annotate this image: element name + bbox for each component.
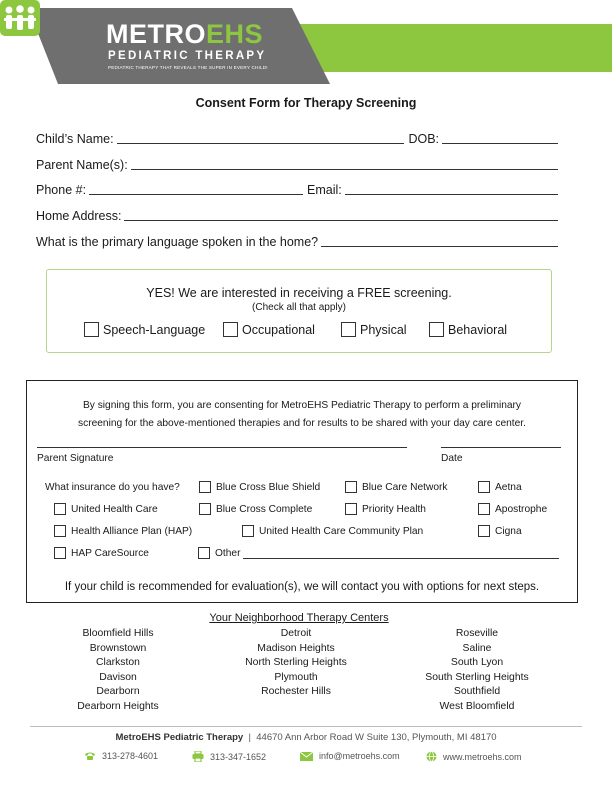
dob-label: DOB: <box>408 132 439 146</box>
insurance-hap-caresource[interactable] <box>54 547 149 559</box>
center-item: Davison <box>99 671 137 683</box>
email-field[interactable] <box>345 181 558 195</box>
consent-footer-note: If your child is recommended for evaluation(s), we will contact you with options for next steps. <box>64 581 540 593</box>
consent-text <box>27 397 577 433</box>
checkbox[interactable] <box>242 525 254 537</box>
footer-phone[interactable] <box>84 751 158 761</box>
insurance-bcn[interactable] <box>345 481 448 493</box>
option-label: Physical <box>360 322 407 337</box>
row-phone-email <box>36 179 558 197</box>
center-item: Madison Heights <box>257 642 335 654</box>
insurance-label: United Health Care <box>71 503 158 515</box>
insurance-label: Blue Cross Complete <box>216 503 313 515</box>
center-item: Brownstown <box>89 642 147 654</box>
option-label: Speech-Language <box>103 322 206 337</box>
option-behavioral[interactable] <box>429 322 507 337</box>
checkbox[interactable] <box>345 481 357 493</box>
footer-address: 44670 Ann Arbor Road W Suite 130, Plymouth, MI 48170 <box>256 732 497 743</box>
checkbox[interactable] <box>199 481 211 493</box>
brand-tagline: PEDIATRIC THERAPY THAT REVEALS THE SUPER IN EVERY CHILD! <box>108 65 268 70</box>
insurance-question: What insurance do you have? <box>45 482 180 493</box>
center-item: West Bloomfield <box>439 700 515 712</box>
other-insurance-field[interactable] <box>243 548 559 559</box>
insurance-label: Cigna <box>495 525 522 537</box>
insurance-label: Health Alliance Plan (HAP) <box>71 525 193 537</box>
date-label: Date <box>441 453 463 464</box>
center-item: North Sterling Heights <box>245 657 347 669</box>
parent-names-field[interactable] <box>131 156 558 170</box>
checkbox[interactable] <box>345 503 357 515</box>
consent-text-line-1: By signing this form, you are consenting for MetroEHS Pediatric Therapy to perform a preliminary <box>82 400 522 411</box>
screening-box <box>46 269 552 353</box>
center-item: Clarkston <box>96 657 140 669</box>
home-address-label: Home Address: <box>36 209 122 223</box>
consent-box <box>26 380 578 603</box>
brand-subtitle: PEDIATRIC THERAPY <box>108 50 267 62</box>
insurance-label: Apostrophe <box>495 503 548 515</box>
checkbox[interactable] <box>198 547 210 559</box>
insurance-aetna[interactable] <box>478 481 522 493</box>
primary-language-field[interactable] <box>321 233 558 247</box>
center-item: Dearborn Heights <box>77 700 159 712</box>
checkbox[interactable] <box>199 503 211 515</box>
insurance-label: United Health Care Community Plan <box>259 525 424 537</box>
checkbox[interactable] <box>54 525 66 537</box>
center-item: Dearborn <box>96 686 140 698</box>
option-label: Occupational <box>242 322 315 337</box>
parent-names-label: Parent Name(s): <box>36 158 128 172</box>
checkbox[interactable] <box>341 322 356 337</box>
website-text: www.metroehs.com <box>443 751 522 762</box>
insurance-bcbs[interactable] <box>199 481 320 493</box>
center-item: Detroit <box>280 628 312 639</box>
insurance-apostrophe[interactable] <box>478 503 547 515</box>
center-item: Plymouth <box>274 671 318 683</box>
header-background <box>0 0 612 84</box>
date-field[interactable] <box>441 447 561 448</box>
insurance-label: Aetna <box>495 481 522 493</box>
centers-column-3 <box>412 627 542 715</box>
email-label: Email: <box>307 183 342 197</box>
footer-company: MetroEHS Pediatric Therapy <box>115 732 244 743</box>
row-home-address <box>36 205 558 223</box>
fax-text: 313-347-1652 <box>210 751 267 762</box>
globe-icon <box>426 751 437 762</box>
header-banner <box>0 0 612 84</box>
primary-language-label: What is the primary language spoken in the home? <box>36 235 319 249</box>
child-name-label: Child’s Name: <box>36 132 114 146</box>
centers-title: Your Neighborhood Therapy Centers <box>209 612 389 624</box>
insurance-uhc[interactable] <box>54 503 158 515</box>
fax-icon <box>192 751 204 762</box>
row-parent-names <box>36 154 558 172</box>
insurance-label: HAP CareSource <box>71 547 149 559</box>
centers-column-1 <box>58 627 178 715</box>
checkbox[interactable] <box>54 547 66 559</box>
checkbox[interactable] <box>223 322 238 337</box>
brand-name: METROEHS <box>106 19 264 49</box>
screening-note: (Check all that apply) <box>252 302 346 313</box>
insurance-label: Blue Cross Blue Shield <box>216 481 321 493</box>
mail-icon <box>300 752 313 761</box>
insurance-label: Priority Health <box>362 503 426 515</box>
form-title: Consent Form for Therapy Screening <box>195 96 417 110</box>
checkbox[interactable] <box>478 481 490 493</box>
home-address-field[interactable] <box>124 207 558 221</box>
insurance-uhc-community[interactable] <box>242 525 423 537</box>
option-speech-language[interactable] <box>84 322 205 337</box>
footer-address-line <box>0 732 612 743</box>
phone-icon <box>84 751 96 761</box>
center-item: Roseville <box>455 628 499 639</box>
option-occupational[interactable] <box>223 322 315 337</box>
footer-email[interactable] <box>300 751 400 761</box>
center-item: South Sterling Heights <box>425 671 529 683</box>
dob-field[interactable] <box>442 130 558 144</box>
checkbox[interactable] <box>54 503 66 515</box>
center-item: Southfield <box>453 686 501 698</box>
option-label: Behavioral <box>448 322 508 337</box>
phone-label: Phone #: <box>36 183 87 197</box>
phone-text: 313-278-4601 <box>102 751 159 761</box>
footer-fax[interactable] <box>192 751 266 762</box>
phone-field[interactable] <box>89 181 303 195</box>
option-physical[interactable] <box>341 322 407 337</box>
screening-heading: YES! We are interested in receiving a FREE screening. <box>146 286 452 300</box>
checkbox[interactable] <box>84 322 99 337</box>
insurance-bc-complete[interactable] <box>199 503 312 515</box>
checkbox[interactable] <box>478 525 490 537</box>
checkbox[interactable] <box>429 322 444 337</box>
parent-signature-label: Parent Signature <box>37 453 114 464</box>
insurance-cigna[interactable] <box>478 525 522 537</box>
child-name-field[interactable] <box>117 130 405 144</box>
consent-text-line-2: screening for the above-mentioned therapies and for results to be shared with your day care center. <box>78 418 526 429</box>
center-item: Rochester Hills <box>261 686 331 698</box>
footer-website[interactable] <box>426 751 522 762</box>
center-item: Bloomfield Hills <box>82 628 154 639</box>
email-text: info@metroehs.com <box>319 751 400 761</box>
footer-divider <box>30 726 582 727</box>
centers-column-2 <box>226 627 366 700</box>
row-primary-language <box>36 231 558 249</box>
row-child-name <box>36 128 558 146</box>
parent-signature-field[interactable] <box>37 447 407 448</box>
family-logo-icon <box>0 0 40 36</box>
insurance-label: Blue Care Network <box>362 481 448 493</box>
insurance-other[interactable] <box>198 547 559 559</box>
checkbox[interactable] <box>478 503 490 515</box>
insurance-priority[interactable] <box>345 503 426 515</box>
insurance-label: Other <box>215 547 241 559</box>
center-item: South Lyon <box>450 657 504 669</box>
center-item: Saline <box>462 642 492 654</box>
footer-separator: | <box>248 732 251 743</box>
insurance-hap-alliance[interactable] <box>54 525 192 537</box>
